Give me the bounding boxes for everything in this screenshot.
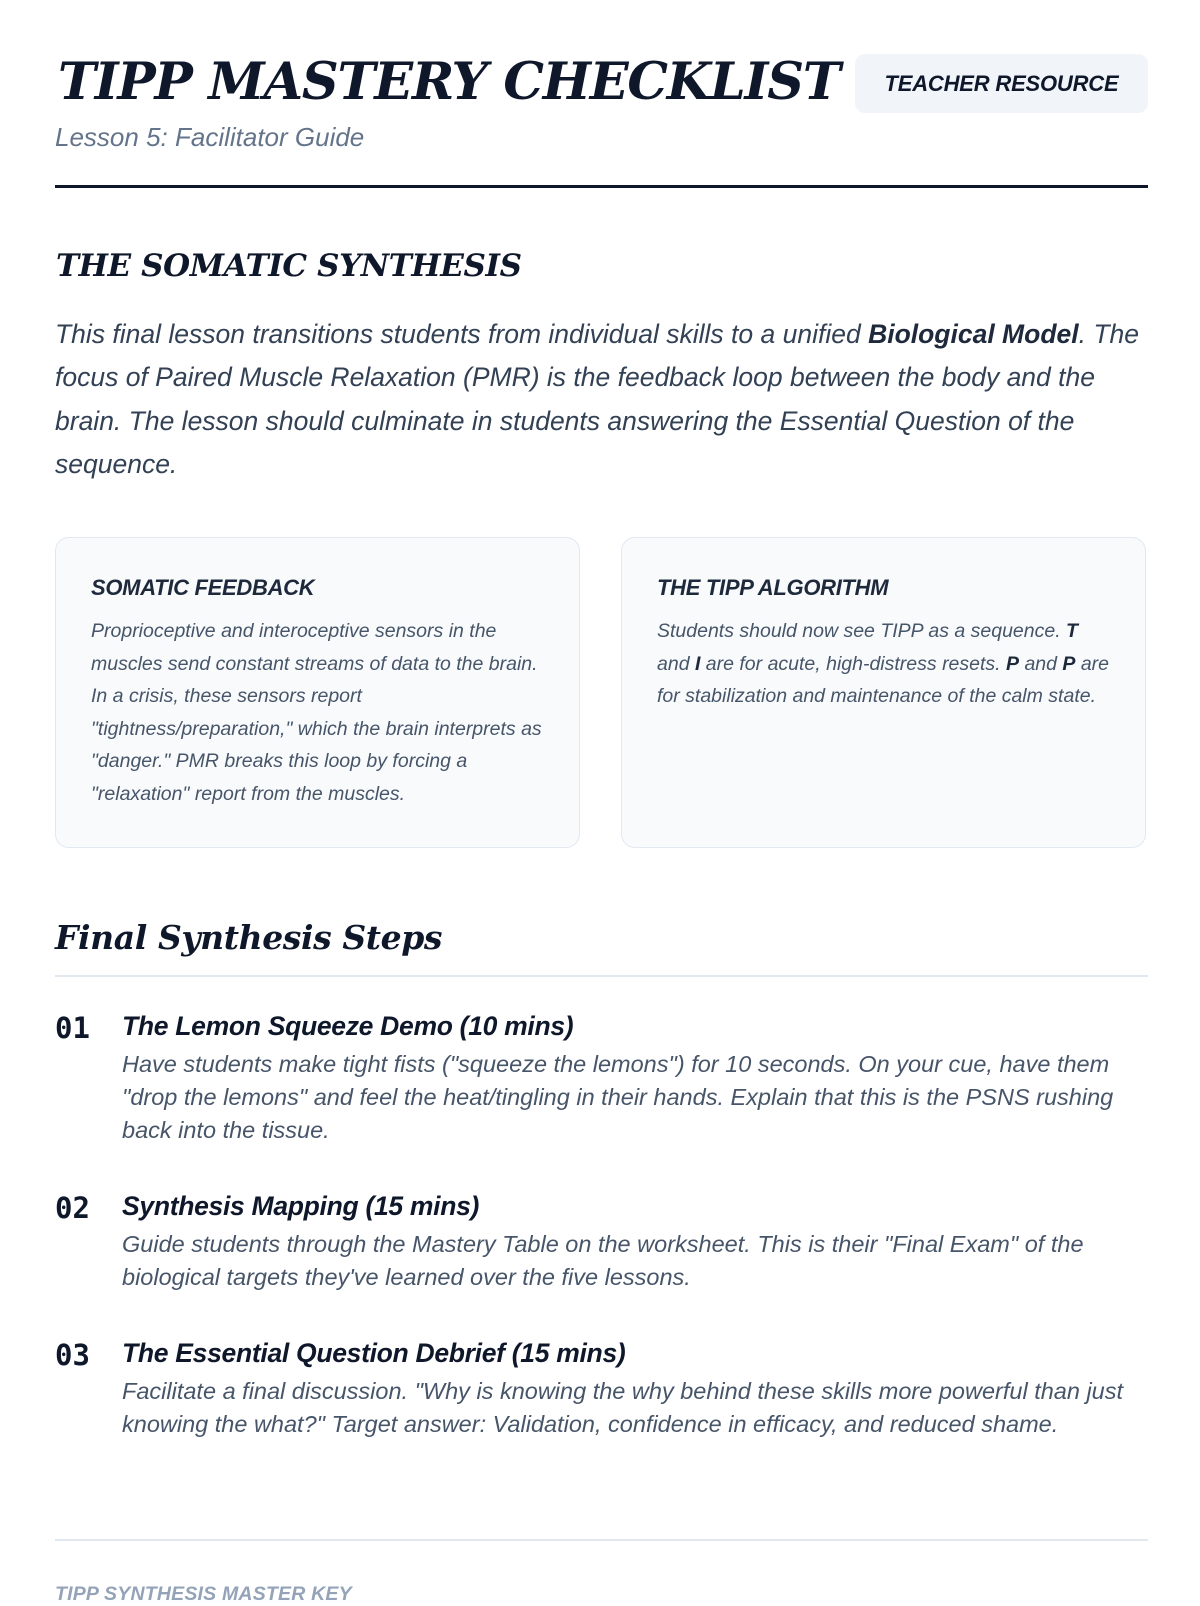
page-title: TIPP MASTERY CHECKLIST bbox=[58, 52, 840, 112]
card-text: and bbox=[1019, 652, 1063, 675]
card-text: are for acute, high-distress resets. bbox=[700, 652, 1007, 675]
step-title: The Lemon Squeeze Demo (10 mins) bbox=[122, 1011, 574, 1041]
info-cards bbox=[55, 537, 1148, 848]
card-text: Students should now see TIPP as a sequence. bbox=[657, 620, 1067, 642]
step-title: The Essential Question Debrief (15 mins) bbox=[122, 1338, 626, 1368]
card-body bbox=[657, 615, 1111, 713]
card-body: Proprioceptive and interoceptive sensors in the muscles send constant streams of data to the brain. In a crisis, these sensors report "tightness/preparation," which the brain interprets as "danger." PMR breaks this loop by forcing a "relaxation" report from the muscles. bbox=[91, 620, 542, 805]
header-divider bbox=[55, 185, 1148, 188]
page-header bbox=[55, 0, 1148, 190]
intro-text-part-1: This final lesson transitions students from individual skills to a unified bbox=[55, 319, 869, 349]
step-number: 01 bbox=[55, 1011, 90, 1045]
intro-paragraph bbox=[55, 313, 1148, 486]
section-heading-somatic-synthesis: THE SOMATIC SYNTHESIS bbox=[56, 248, 522, 284]
tipp-algorithm-card bbox=[621, 537, 1146, 848]
card-title: THE TIPP ALGORITHM bbox=[657, 575, 889, 600]
steps-divider bbox=[55, 975, 1148, 977]
page-subtitle: Lesson 5: Facilitator Guide bbox=[55, 122, 365, 152]
step-number: 02 bbox=[55, 1191, 90, 1225]
steps-heading: Final Synthesis Steps bbox=[55, 918, 443, 957]
card-title: SOMATIC FEEDBACK bbox=[91, 575, 315, 600]
intro-text-part-2: . The focus of Paired Muscle Relaxation (PMR) is the feedback loop between the body and the brain. The lesson should culminate in students answering the Essential Question of the sequence. bbox=[55, 319, 1139, 479]
card-text: are for stabilization and maintenance of the calm state. bbox=[657, 652, 1110, 708]
step-title: Synthesis Mapping (15 mins) bbox=[122, 1191, 480, 1221]
teacher-resource-badge: TEACHER RESOURCE bbox=[855, 54, 1148, 113]
footer-divider bbox=[55, 1539, 1148, 1541]
card-bold-letter: P bbox=[1006, 652, 1020, 675]
step-description: Guide students through the Mastery Table on the worksheet. This is their "Final Exam" of the biological targets they've learned over the five lessons. bbox=[122, 1231, 1084, 1291]
step-number: 03 bbox=[55, 1338, 90, 1372]
footer-label: TIPP SYNTHESIS MASTER KEY bbox=[55, 1583, 352, 1605]
card-text: and bbox=[657, 652, 695, 675]
somatic-feedback-card bbox=[55, 537, 580, 848]
step-description: Have students make tight fists ("squeeze the lemons") for 10 seconds. On your cue, have them "drop the lemons" and feel the heat/tingling in their hands. Explain that this is the PSNS rushing back into the tissue. bbox=[122, 1051, 1114, 1144]
intro-bold-term: Biological Model bbox=[868, 319, 1079, 349]
card-bold-letter: I bbox=[694, 652, 701, 675]
card-bold-letter: T bbox=[1066, 620, 1078, 642]
document-page bbox=[55, 0, 1148, 1605]
step-description: Facilitate a final discussion. "Why is knowing the why behind these skills more powerful than just knowing the what?" Target answer: Validation, confidence in efficacy, and reduced shame. bbox=[122, 1378, 1124, 1438]
card-bold-letter: P bbox=[1062, 652, 1076, 675]
